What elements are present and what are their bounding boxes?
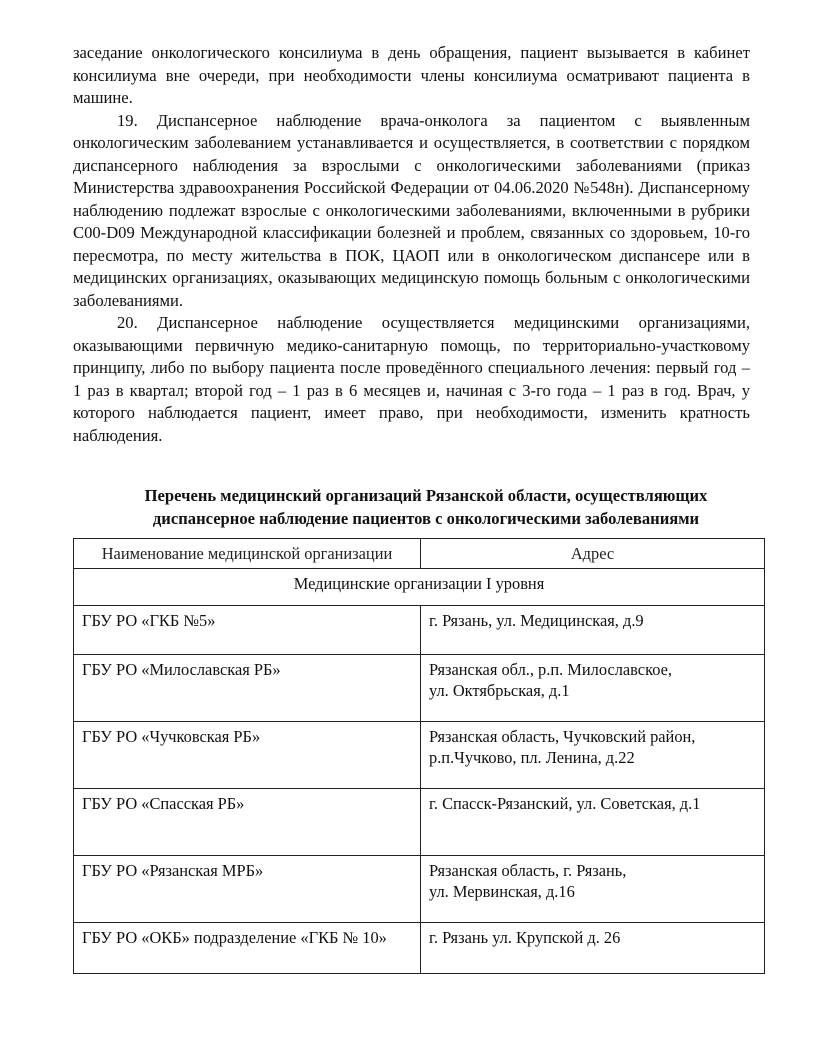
org-address: г. Спасск-Рязанский, ул. Советская, д.1 [421, 789, 765, 856]
table-heading: Перечень медицинский организаций Рязанской области, осуществляющих диспансерное наблюдение пациентов с онкологическими заболеваниями [144, 486, 708, 528]
section-title: Медицинские организации I уровня [74, 569, 765, 606]
org-name: ГБУ РО «Чучковская РБ» [74, 722, 421, 789]
table-row [74, 606, 765, 655]
org-name: ГБУ РО «Спасская РБ» [74, 789, 421, 856]
org-name: ГБУ РО «Милославская РБ» [74, 655, 421, 722]
table-row [74, 856, 765, 923]
org-name: ГБУ РО «ОКБ» подразделение «ГКБ № 10» [74, 923, 421, 974]
paragraph-19: 19. Диспансерное наблюдение врача-онколога за пациентом с выявленным онкологическим заболеванием устанавливается и осуществляется, в соответствии с порядком диспансерного наблюдения за взрослыми с онкологическими заболеваниями (приказ Министерства здравоохранения Российской Федерации от 04.06.2020 №548н). Диспансерному наблюдению подлежат взрослые с онкологическими заболеваниями, включенными в рубрики C00-D09 Международной классификации болезней и проблем, связанных со здоровьем, 10-го пересмотра, по месту жительства в ПОК, ЦАОП или в онкологическом диспансере или в медицинских организациях, оказывающих медицинскую помощь больным с онкологическими заболеваниями. [73, 110, 750, 310]
paragraph-20: 20. Диспансерное наблюдение осуществляется медицинскими организациями, оказывающими первичную медико-санитарную помощь, по территориально-участковому принципу, либо по выбору пациента после проведённого специального лечения: первый год – 1 раз в квартал; второй год – 1 раз в 6 месяцев и, начиная с 3-го года – 1 раз в год. Врач, у которого наблюдается пациент, имеет право, при необходимости, изменить кратность наблюдения. [73, 313, 750, 445]
paragraph-continuation: заседание онкологического консилиума в день обращения, пациент вызывается в кабинет консилиума вне очереди, при необходимости члены консилиума осматривают пациента в машине. [73, 43, 750, 107]
org-address: Рязанская область, Чучковский район, р.п.Чучково, пл. Ленина, д.22 [421, 722, 765, 789]
table-row [74, 655, 765, 722]
table-row [74, 923, 765, 974]
column-header-name: Наименование медицинской организации [74, 539, 421, 569]
section-row [74, 569, 765, 606]
body-text [73, 42, 750, 447]
table-header-row [74, 539, 765, 569]
organizations-table [73, 538, 765, 974]
org-address: Рязанская область, г. Рязань, ул. Мервинская, д.16 [421, 856, 765, 923]
column-header-address: Адрес [421, 539, 765, 569]
table-row [74, 722, 765, 789]
org-address: г. Рязань, ул. Медицинская, д.9 [421, 606, 765, 655]
org-name: ГБУ РО «Рязанская МРБ» [74, 856, 421, 923]
org-address: Рязанская обл., р.п. Милославское, ул. Октябрьская, д.1 [421, 655, 765, 722]
org-address: г. Рязань ул. Крупской д. 26 [421, 923, 765, 974]
org-name: ГБУ РО «ГКБ №5» [74, 606, 421, 655]
table-row [74, 789, 765, 856]
